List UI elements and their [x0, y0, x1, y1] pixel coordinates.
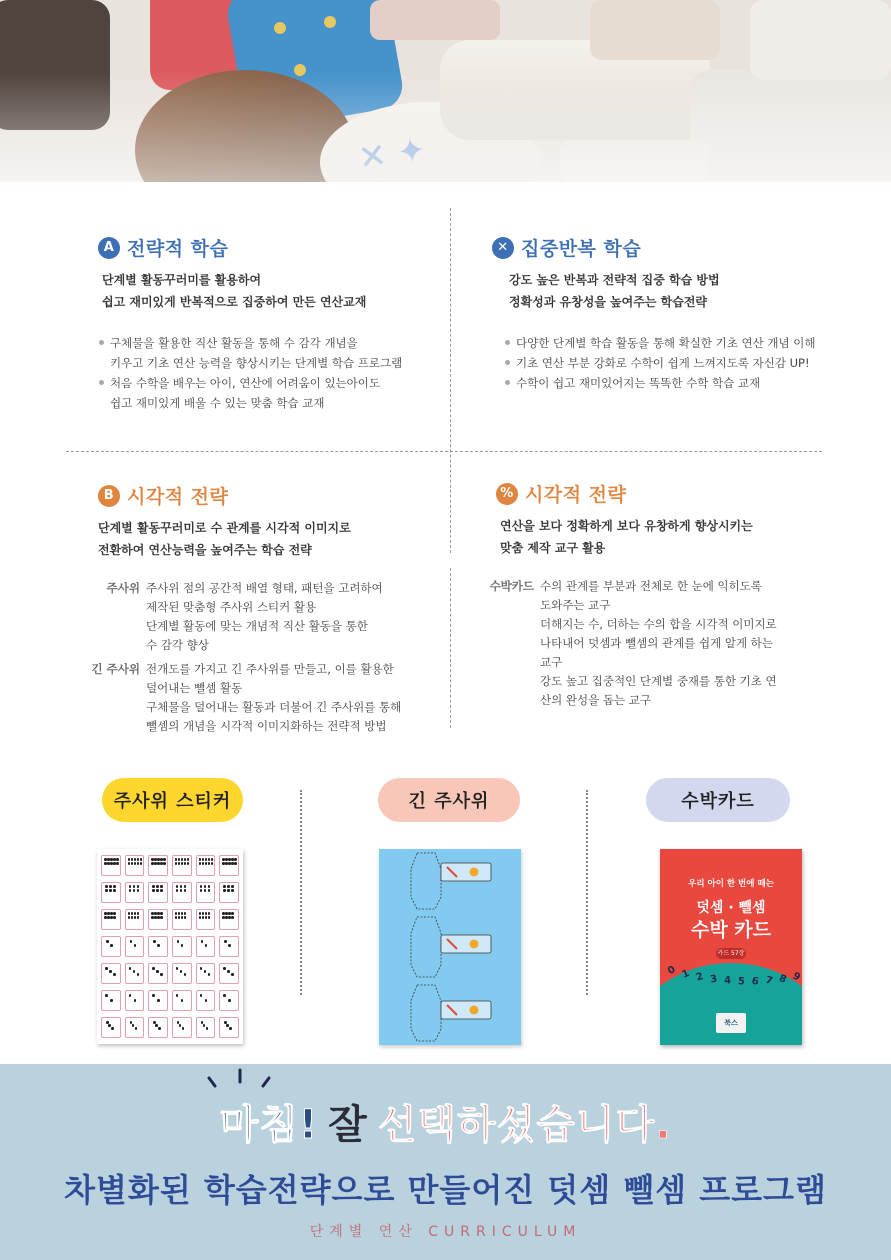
- cover-title-2: 수박 카드: [690, 919, 772, 941]
- dice-sticker: [125, 936, 145, 957]
- dice-sticker: [196, 909, 216, 930]
- dice-sticker: [101, 990, 121, 1011]
- dice-sticker: [101, 855, 121, 876]
- quadrant-visual-b: [91, 482, 438, 741]
- dice-sticker: [196, 990, 216, 1011]
- dice-sticker: [219, 855, 239, 876]
- vertical-divider-bottom: [450, 568, 451, 728]
- dice-sticker: [196, 1017, 216, 1038]
- quadrant-repeat: [492, 234, 852, 393]
- dice-sticker: [172, 855, 192, 876]
- dice-sticker: [148, 882, 168, 903]
- sub-headline: 차별화된 학습전략으로 만들어진 덧셈 뺄셈 프로그램: [64, 1171, 827, 1209]
- dice-sticker: [172, 1017, 192, 1038]
- dice-sticker: [101, 963, 121, 984]
- long-dice-net: [379, 849, 521, 1045]
- dice-sticker: [125, 855, 145, 876]
- dice-sticker: [219, 909, 239, 930]
- dice-sticker: [219, 990, 239, 1011]
- quadrant-lead: 단계별 활동꾸러미로 수 관계를 시각적 이미지로 전환하여 연산능력을 높여주는 학습 전략: [98, 521, 351, 557]
- bullet-item: 다양한 단계별 학습 활동을 통해 확실한 기초 연산 개념 이해: [504, 333, 852, 353]
- tools-divider-left: [300, 790, 302, 995]
- cover-digits: [660, 955, 802, 995]
- long-dice-label-pill: 긴 주사위: [378, 778, 520, 822]
- quadrant-visual-pct: [489, 480, 846, 715]
- cover-digit: 2: [694, 971, 705, 984]
- dice-sticker: [196, 963, 216, 984]
- quadrant-title: A 전략적 학습: [98, 234, 438, 261]
- dice-sticker: [101, 909, 121, 930]
- dice-sticker: [125, 909, 145, 930]
- headline-mid: 잘: [328, 1102, 368, 1148]
- dice-sticker: [125, 882, 145, 903]
- dice-sticker: [196, 882, 216, 903]
- cover-digit: 6: [750, 975, 760, 988]
- watermelon-card-cover: [660, 849, 802, 1045]
- dice-sticker: [125, 1017, 145, 1038]
- cover-digit: 4: [723, 975, 732, 987]
- dice-sticker: [148, 990, 168, 1011]
- hero-dice-photo: [0, 0, 891, 182]
- cover-digit: 0: [666, 964, 678, 978]
- dice-sticker-sheet: [97, 849, 243, 1044]
- dice-sticker: [148, 855, 168, 876]
- curriculum-caption: 단계별 연산 CURRICULUM: [309, 1224, 582, 1240]
- vertical-divider-top: [450, 208, 451, 553]
- dice-sticker: [148, 909, 168, 930]
- dice-sticker: [101, 882, 121, 903]
- dice-sticker: [148, 936, 168, 957]
- definition-row: 수박카드 수의 관계를 부분과 전체로 한 눈에 익히도록 도와주는 교구 더해지는 수, 더하는 수의 합을 시각적 이미지로 나타내어 덧셈과 뺄셈의 관계를 쉽게 알게 하는 교구 강도 높고 집중적인 단계별 중재를 통한 기초 연 산의 완성을 돕는 교구: [489, 579, 777, 707]
- headline-done: 마침!: [219, 1102, 319, 1148]
- dice-sticker: [172, 936, 192, 957]
- dice-sticker: [219, 1017, 239, 1038]
- dice-sticker: [172, 963, 192, 984]
- quadrant-title: ✕ 집중반복 학습: [492, 234, 852, 261]
- tools-divider-right: [586, 790, 588, 995]
- x-circle-icon: ✕: [492, 237, 514, 259]
- dice-sticker: [125, 990, 145, 1011]
- definition-row: 주사위 주사위 점의 공간적 배열 형태, 패턴을 고려하여 제작된 맞춤형 주사위 스티커 활용 단계별 활동에 맞는 개념적 직산 활동을 통한 수 감각 향상: [106, 581, 383, 652]
- bullet-item: 수학이 쉽고 재미있어지는 똑똑한 수학 학습 교재: [504, 373, 852, 393]
- sticker-label-pill: 주사위 스티커: [102, 778, 243, 822]
- dice-sticker: [196, 936, 216, 957]
- dice-sticker: [219, 963, 239, 984]
- cover-digit: 9: [790, 970, 802, 984]
- card-label-pill: 수박카드: [646, 778, 790, 822]
- dice-sticker: [219, 882, 239, 903]
- cover-digit: 7: [763, 974, 774, 988]
- dice-sticker: [172, 882, 192, 903]
- dice-sticker: [125, 963, 145, 984]
- cover-top-line: 우리 아이 한 번에 떼는: [688, 879, 774, 889]
- dice-sticker: [172, 909, 192, 930]
- letter-a-icon: A: [98, 237, 120, 259]
- quadrant-title: % 시각적 전략: [496, 480, 846, 507]
- quadrant-lead: 연산을 보다 정확하게 보다 유창하게 향상시키는 맞춤 제작 교구 활용: [500, 519, 753, 555]
- publisher-logo: 북스: [716, 1013, 746, 1033]
- horizontal-divider: [66, 451, 822, 452]
- bullet-item: 기초 연산 부분 강화로 수학이 쉽게 느껴지도록 자신감 UP!: [504, 353, 852, 373]
- dice-sticker: [148, 963, 168, 984]
- headline-selected: 선택하셨습니다.: [377, 1102, 672, 1148]
- dice-sticker: [196, 855, 216, 876]
- bullet-item: 처음 수학을 배우는 아이, 연산에 어려움이 있는아이도 쉽고 재미있게 배울 수 있는 맞춤 학습 교재: [98, 373, 438, 413]
- dice-sticker: [101, 936, 121, 957]
- dice-sticker: [172, 990, 192, 1011]
- dice-sticker: [219, 936, 239, 957]
- percent-icon: %: [496, 483, 518, 505]
- cover-digit: 1: [680, 967, 692, 981]
- cover-digit: 5: [737, 976, 746, 988]
- cover-tag: 카드 57장: [717, 950, 745, 957]
- letter-b-icon: B: [98, 485, 120, 507]
- dice-sticker: [101, 1017, 121, 1038]
- quadrant-lead: 강도 높은 반복과 전략적 집중 학습 방법 정확성과 유창성을 높여주는 학습전략: [509, 273, 720, 309]
- cover-digit: 8: [777, 972, 788, 986]
- headline: [0, 1093, 891, 1150]
- quadrant-lead: 단계별 활동꾸러미를 활용하여 쉽고 재미있게 반복적으로 집중하여 만든 연산교재: [102, 273, 367, 309]
- quadrant-title: B 시각적 전략: [98, 482, 438, 509]
- cover-title-1: 덧셈 · 뺄셈: [696, 900, 766, 916]
- quadrant-strategy: [98, 234, 438, 413]
- bullet-item: 구체물을 활용한 직산 활동을 통해 수 감각 개념을 키우고 기초 연산 능력을 향상시키는 단계별 학습 프로그램: [98, 333, 438, 373]
- definition-row: 긴 주사위 전개도를 가지고 긴 주사위를 만들고, 이를 활용한 덜어내는 뺄셈 활동 구체물을 덜어내는 활동과 더불어 긴 주사위를 통해 뺄셈의 개념을 시각적 이미지화하는 전략적 방법: [91, 662, 402, 733]
- cover-digit: 3: [709, 973, 719, 986]
- dice-sticker: [148, 1017, 168, 1038]
